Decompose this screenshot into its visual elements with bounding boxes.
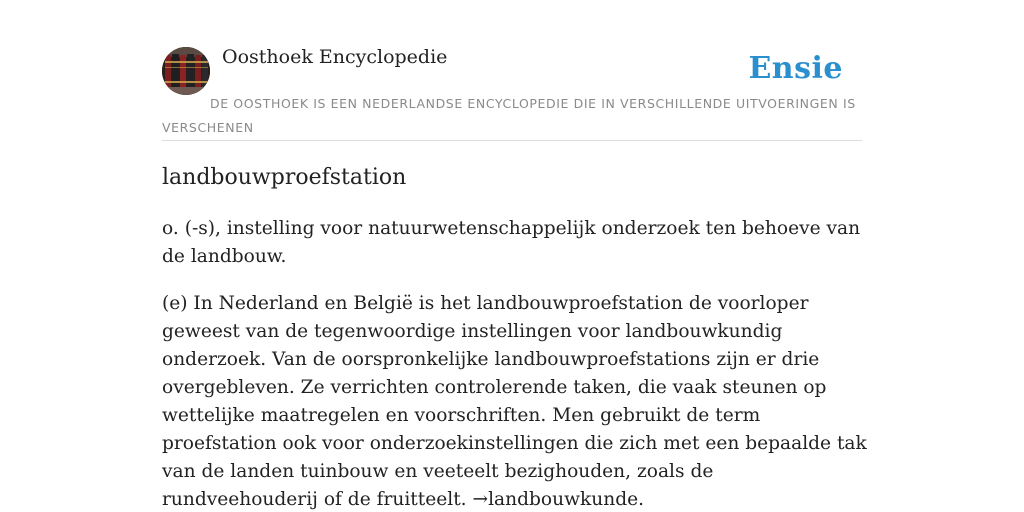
source-avatar[interactable] [162, 47, 210, 95]
entry-content [162, 162, 867, 512]
book-spines-icon [162, 47, 210, 95]
source-title[interactable]: Oosthoek Encyclopedie [222, 46, 448, 68]
brand-logo[interactable]: Ensie [748, 51, 843, 86]
entry-title: landbouwproefstation [162, 165, 407, 190]
entry-body-end: . [638, 489, 645, 510]
entry-body [162, 290, 867, 512]
cross-reference-label: landbouwkunde [488, 489, 639, 510]
arrow-right-icon: → [472, 489, 489, 510]
entry-body-text: (e) In Nederland en België is het landbouwproefstation de voorloper geweest van de tegenwoordige instellingen voor landbouwkundig onderzoek. Van de oorspronkelijke landbouwproefstations zijn er drie overgebleven. Ze verrichten controlerende taken, die vaak steunen op wettelijke maatregelen en voorschriften. Men gebruikt de term proefstation ook voor onderzoekinstellingen die zich met een bepaalde tak van de landen tuinbouw en veeteelt bezighouden, zoals de rundveehouderij of de fruitteelt. [162, 293, 867, 510]
cross-reference-link[interactable] [473, 489, 639, 510]
source-tagline: DE OOSTHOEK IS EEN NEDERLANDSE ENCYCLOPEDIE DIE IN VERSCHILLENDE UITVOERINGEN IS VERSCHENEN [162, 96, 856, 135]
page-header [162, 46, 862, 141]
entry-definition: o. (-s), instelling voor natuurwetenschappelijk onderzoek ten behoeve van de landbouw. [162, 218, 861, 267]
